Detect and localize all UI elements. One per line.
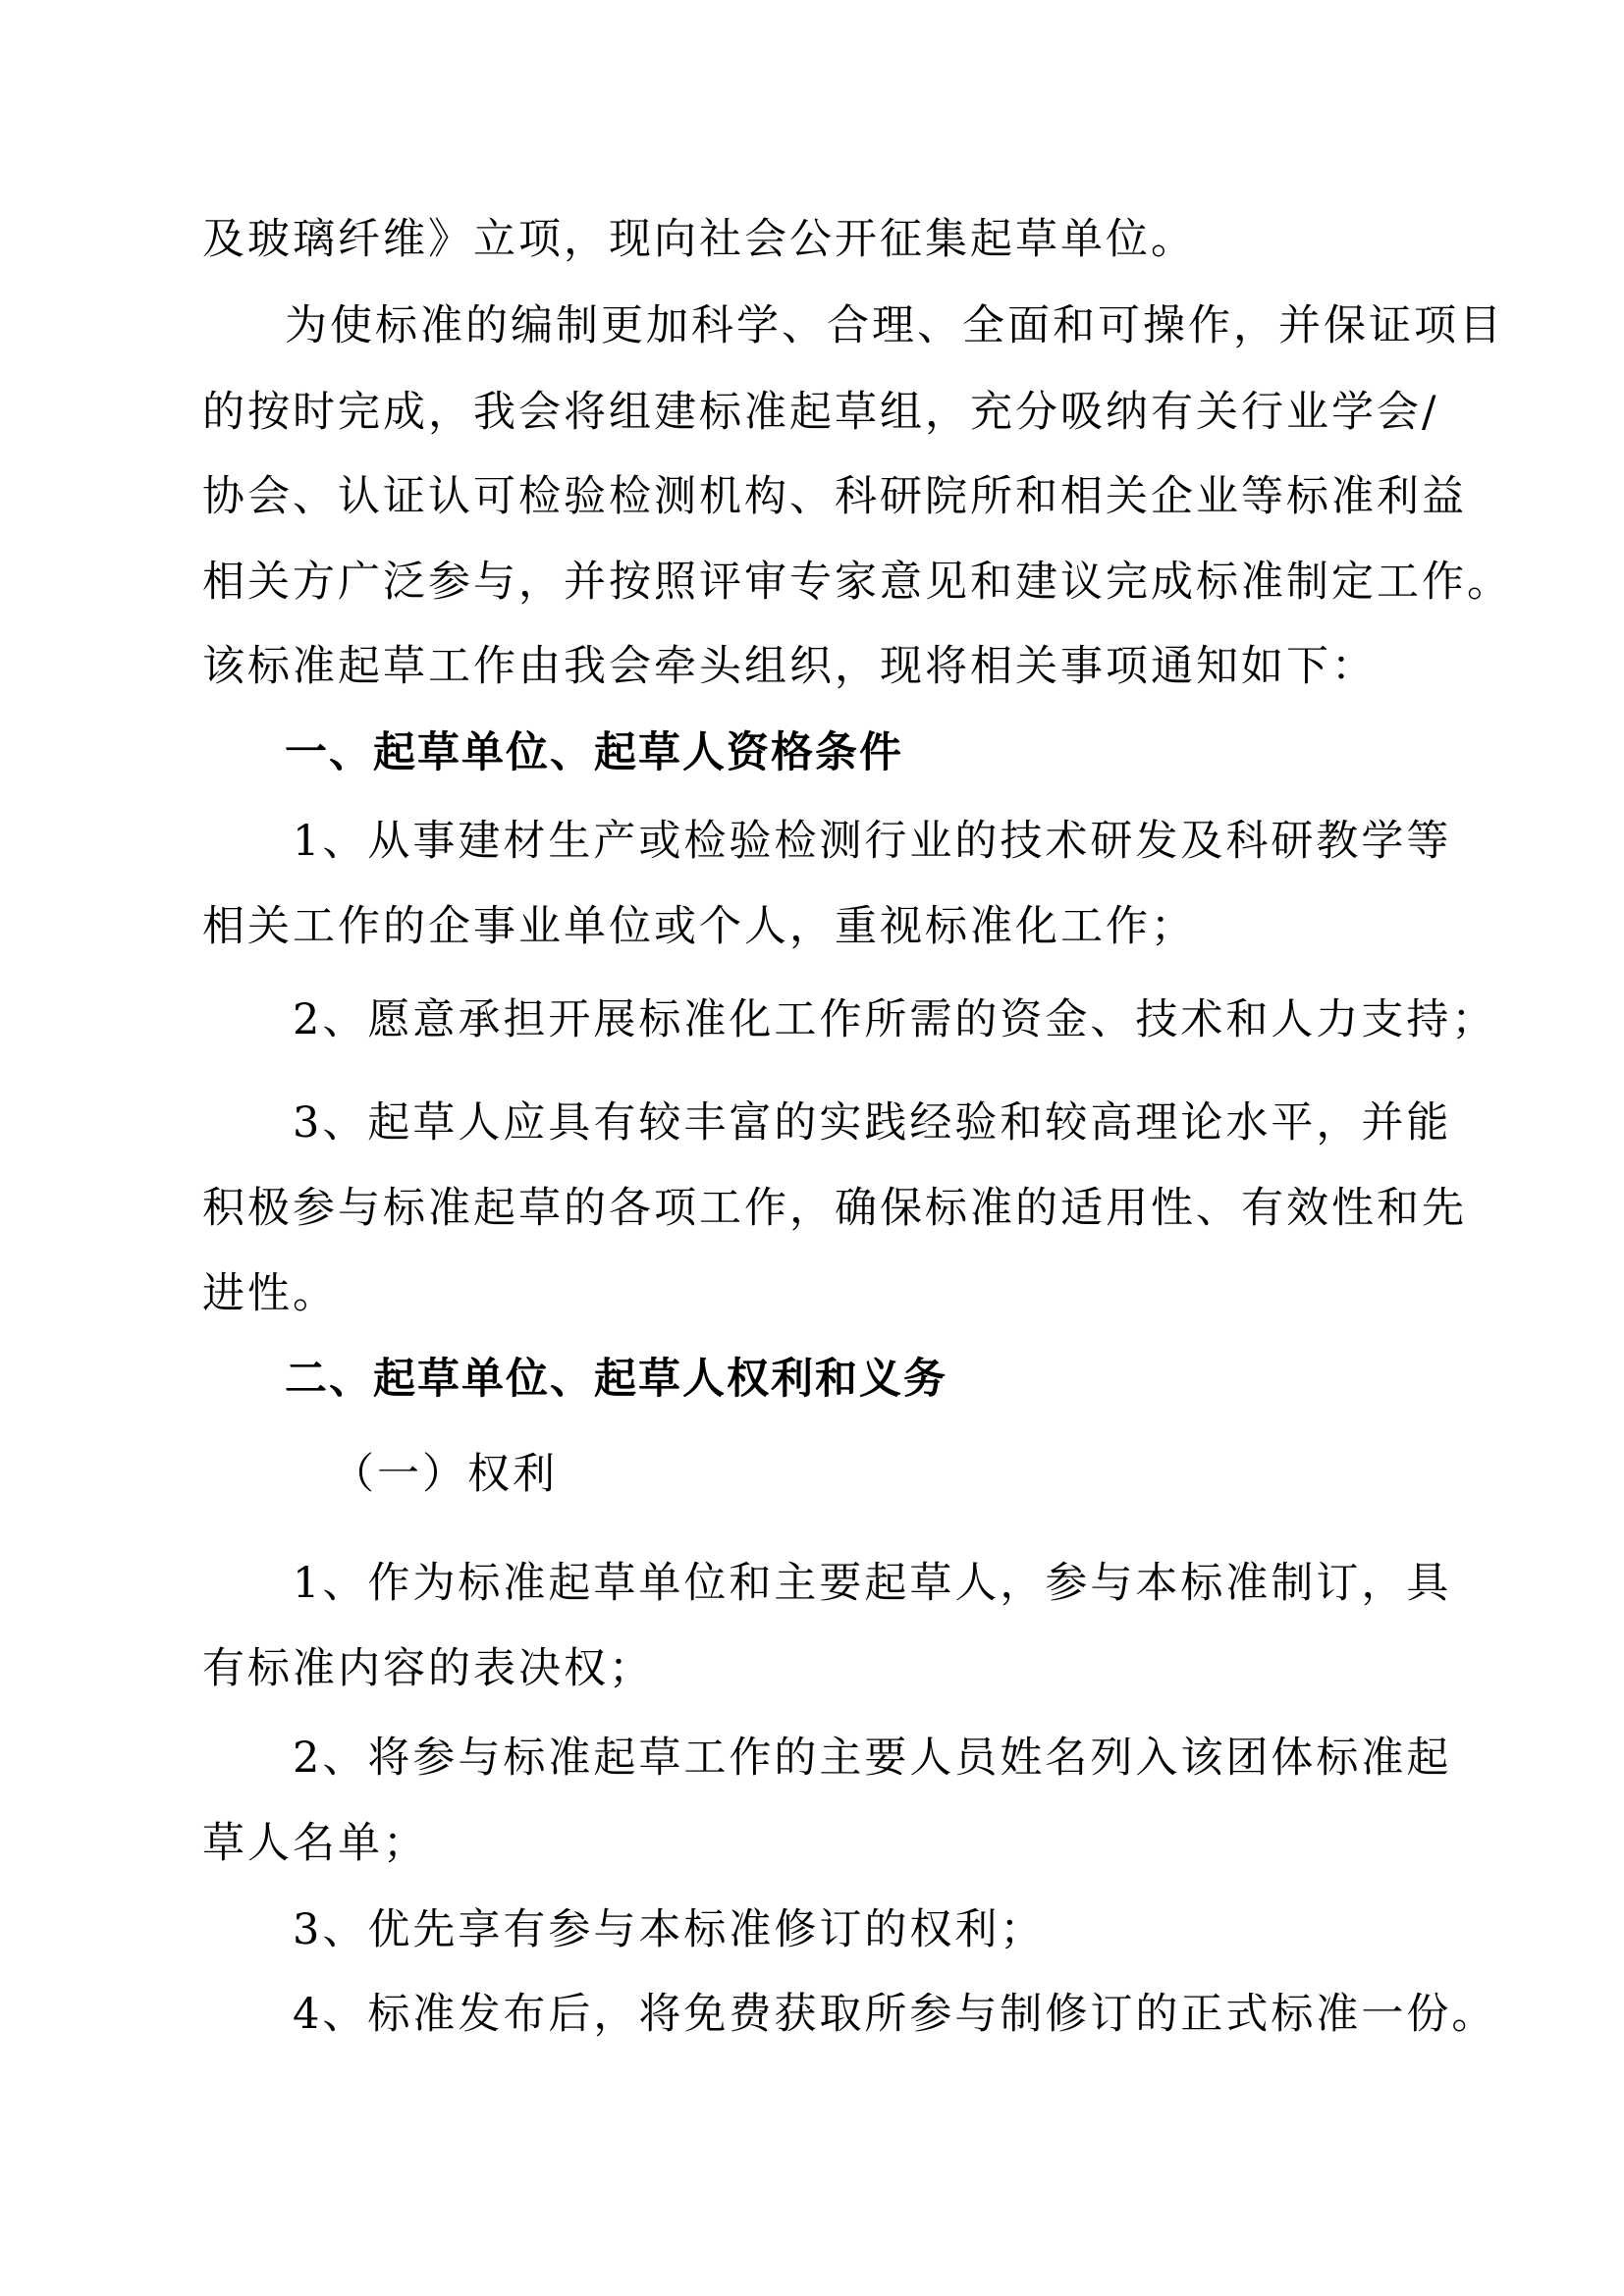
paragraph-line: 协会、认证认可检验检测机构、科研院所和相关企业等标准利益 <box>202 472 1467 521</box>
paragraph-line: 1、从事建材生产或检验检测行业的技术研发及科研教学等 <box>293 817 1452 866</box>
section-heading: 一、起草单位、起草人资格条件 <box>285 728 903 777</box>
paragraph-line: 及玻璃纤维》立项，现向社会公开征集起草单位。 <box>202 215 1196 264</box>
paragraph-line: 为使标准的编制更加科学、合理、全面和可操作，并保证项目 <box>285 301 1504 350</box>
paragraph-line: 有标准内容的表决权； <box>202 1644 654 1693</box>
paragraph-line: 该标准起草工作由我会牵头组织，现将相关事项通知如下： <box>202 642 1377 691</box>
paragraph-line: 3、优先享有参与本标准修订的权利； <box>293 1905 1046 1954</box>
paragraph-line: 草人名单； <box>202 1819 428 1868</box>
paragraph-line: 相关方广泛参与，并按照评审专家意见和建议完成标准制定工作。 <box>202 558 1512 607</box>
paragraph-line: 的按时完成，我会将组建标准起草组，充分吸纳有关行业学会/ <box>202 388 1439 437</box>
section-heading: 二、起草单位、起草人权利和义务 <box>285 1355 947 1404</box>
paragraph-line: 1、作为标准起草单位和主要起草人，参与本标准制订，具 <box>293 1559 1452 1608</box>
paragraph-line: 4、标准发布后，将免费获取所参与制修订的正式标准一份。 <box>293 1990 1497 2039</box>
paragraph-line: 3、起草人应具有较丰富的实践经验和较高理论水平，并能 <box>293 1098 1452 1148</box>
subsection-heading: （一）权利 <box>332 1450 558 1499</box>
paragraph-line: 进性。 <box>202 1269 338 1318</box>
paragraph-line: 相关工作的企事业单位或个人，重视标准化工作； <box>202 902 1196 951</box>
paragraph-line: 积极参与标准起草的各项工作，确保标准的适用性、有效性和先 <box>202 1184 1467 1233</box>
paragraph-line: 2、将参与标准起草工作的主要人员姓名列入该团体标准起 <box>293 1734 1452 1783</box>
paragraph-line: 2、愿意承担开展标准化工作所需的资金、技术和人力支持； <box>293 995 1497 1044</box>
